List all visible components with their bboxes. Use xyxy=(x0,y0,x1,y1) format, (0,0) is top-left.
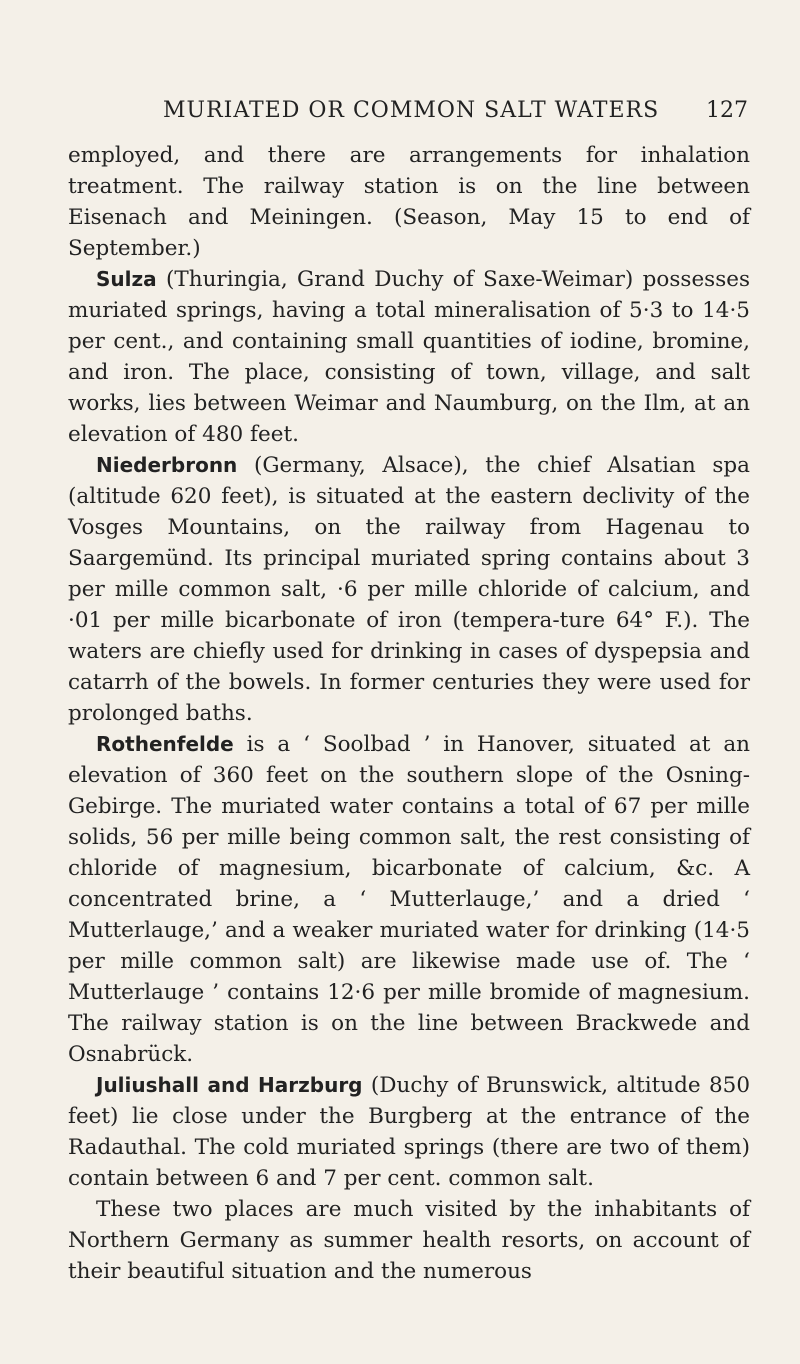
paragraph-juliushall-harzburg xyxy=(68,1070,750,1194)
place-name: Rothenfelde xyxy=(96,732,234,756)
paragraph-text: (Thuringia, Grand Duchy of Saxe-Weimar) possesses muriated springs, having a total mineralisation of 5·3 to 14·5 per cent., and containing small quantities of iodine, bromine, and iron. The place, consisting of town, village, and salt works, lies between Weimar and Naumburg, on the Ilm, at an elevation of 480 feet. xyxy=(68,267,750,447)
running-head: MURIATED OR COMMON SALT WATERS xyxy=(163,98,660,123)
paragraph-continuation xyxy=(68,140,750,264)
paragraph-niederbronn xyxy=(68,450,750,729)
paragraph-text: (Duchy of Brunswick, altitude 850 feet) lie close under the Burgberg at the entrance of the Radauthal. The cold muriated springs (there are two of them) contain between 6 and 7 per cent. common salt. xyxy=(68,1073,750,1191)
paragraph-text: employed, and there are arrangements for inhalation treatment. The railway station is on the line between Eisenach and Meiningen. (Season, May 15 to end of September.) xyxy=(68,143,750,261)
paragraph-summer-resorts xyxy=(68,1194,750,1287)
body-text xyxy=(68,140,750,1287)
paragraph-text: is a ‘ Soolbad ’ in Hanover, situated at an elevation of 360 feet on the southern slope of the Osning-Gebirge. The muriated water contains a total of 67 per mille solids, 56 per mille being common salt, the rest consisting of chloride of magnesium, bicarbonate of calcium, &c. A concentrated brine, a ‘ Mutterlauge,’ and a dried ‘ Mutterlauge,’ and a weaker muriated water for drinking (14·5 per mille common salt) are likewise made use of. The ‘ Mutterlauge ’ contains 12·6 per mille bromide of magnesium. The railway station is on the line between Brackwede and Osnabrück. xyxy=(68,732,750,1067)
page-number: 127 xyxy=(706,98,748,123)
paragraph-sulza xyxy=(68,264,750,450)
paragraph-text: These two places are much visited by the inhabitants of Northern Germany as summer health resorts, on account of their beautiful situation and the numerous xyxy=(68,1197,750,1284)
paragraph-rothenfelde xyxy=(68,729,750,1070)
page-header xyxy=(68,98,748,132)
place-name: Juliushall and Harzburg xyxy=(96,1073,363,1097)
place-name: Sulza xyxy=(96,267,157,291)
place-name: Niederbronn xyxy=(96,453,238,477)
paragraph-text: (Germany, Alsace), the chief Alsatian spa (altitude 620 feet), is situated at the eastern declivity of the Vosges Mountains, on the railway from Hagenau to Saargemünd. Its principal muriated spring contains about 3 per mille common salt, ·6 per mille chloride of calcium, and ·01 per mille bicarbonate of iron (tempera-ture 64° F.). The waters are chiefly used for drinking in cases of dyspepsia and catarrh of the bowels. In former centuries they were used for prolonged baths. xyxy=(68,453,750,726)
